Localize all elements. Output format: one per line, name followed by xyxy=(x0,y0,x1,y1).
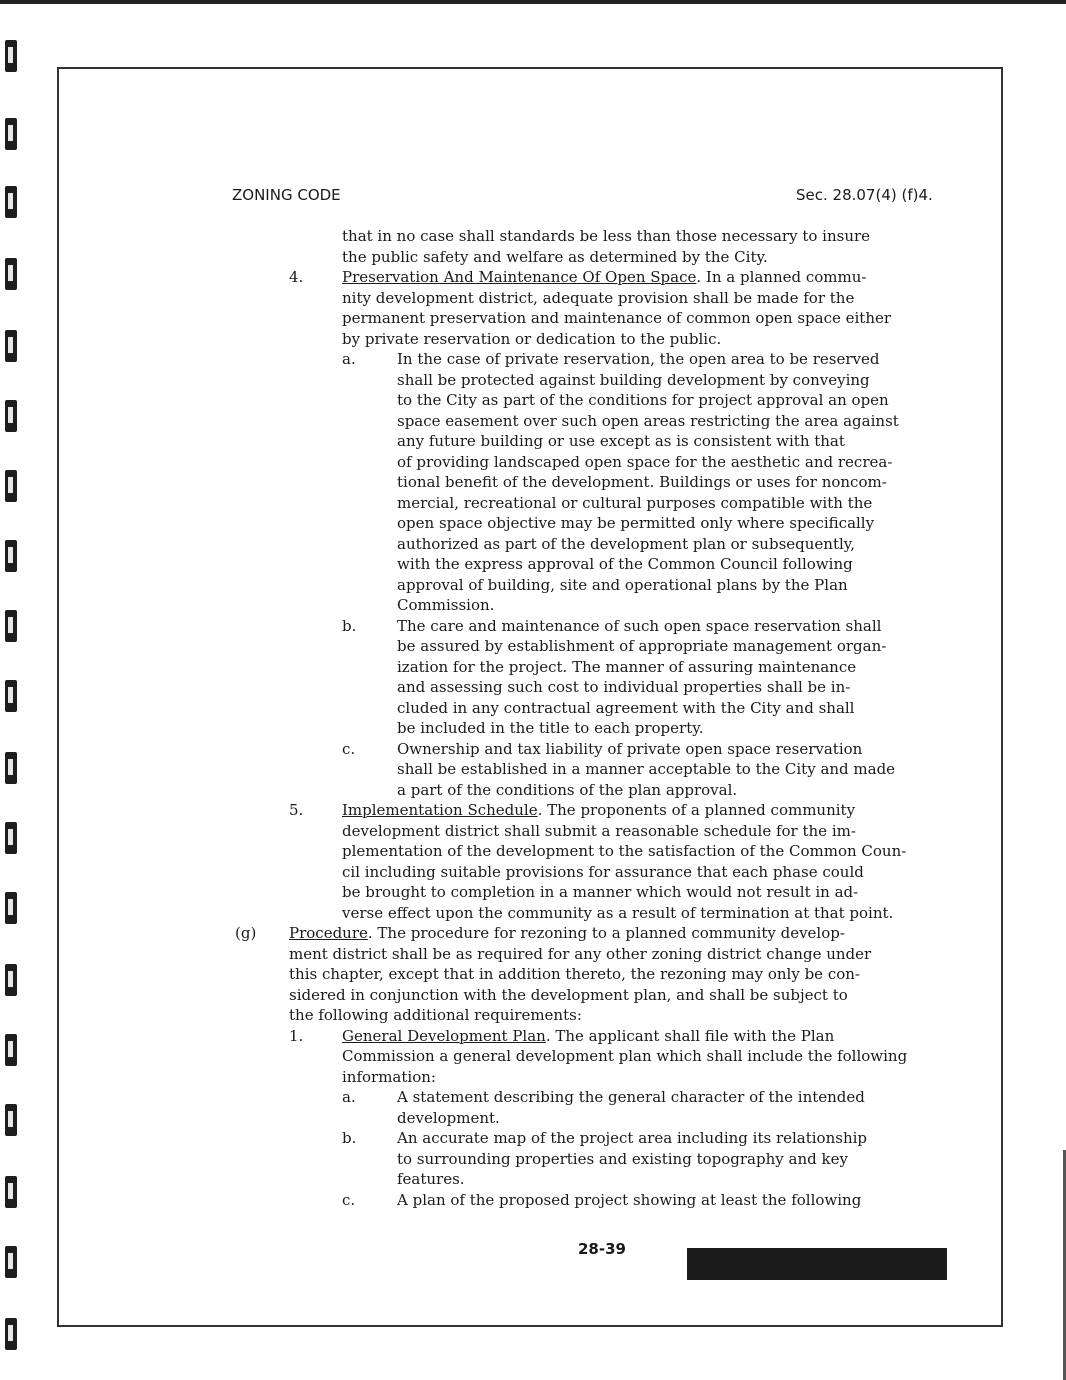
line-text xyxy=(342,800,855,821)
line-text: a part of the conditions of the plan approval. xyxy=(397,780,738,799)
text-line xyxy=(0,411,1066,432)
text-line xyxy=(0,964,1066,985)
subsection-heading: Preservation And Maintenance Of Open Space xyxy=(342,268,697,286)
text-line xyxy=(0,595,1066,616)
line-text: open space objective may be permitted only where specifically xyxy=(397,514,875,532)
line-text: the following additional requirements: xyxy=(289,1006,582,1024)
text-line xyxy=(0,944,1066,965)
text-line xyxy=(0,554,1066,575)
item-c-line xyxy=(0,739,1066,760)
line-text: be included in the title to each property. xyxy=(397,719,704,737)
item-letter: c. xyxy=(342,1190,356,1209)
text-line xyxy=(0,1149,1066,1170)
text-line xyxy=(0,718,1066,739)
line-text: cluded in any contractual agreement with the City and shall xyxy=(397,698,855,717)
text-line xyxy=(0,780,1066,801)
text-line xyxy=(0,657,1066,678)
line-text: nity development district, adequate provision shall be made for the xyxy=(342,288,855,307)
text-line xyxy=(0,575,1066,596)
text-line xyxy=(0,985,1066,1006)
line-text: information: xyxy=(342,1067,436,1086)
section-g-line xyxy=(0,923,1066,944)
line-text: approval of building, site and operational plans by the Plan xyxy=(397,575,848,594)
line-text: In the case of private reservation, the open area to be reserved xyxy=(397,350,880,368)
line-text: the public safety and welfare as determined by the City. xyxy=(342,247,768,266)
text-line xyxy=(0,390,1066,411)
text-line xyxy=(0,759,1066,780)
item-letter: c. xyxy=(342,739,356,758)
punch-hole xyxy=(5,1246,17,1278)
subsection-heading: General Development Plan xyxy=(342,1026,546,1045)
text-line xyxy=(0,903,1066,924)
section-letter: (g) xyxy=(235,924,257,942)
item-b-line xyxy=(0,1128,1066,1149)
line-text: The care and maintenance of such open space reservation shall xyxy=(397,616,882,635)
punch-hole xyxy=(5,1318,17,1350)
item-a-line xyxy=(0,1087,1066,1108)
punch-hole xyxy=(5,118,17,150)
line-text: be assured by establishment of appropriate management organ- xyxy=(397,637,887,655)
item-letter: b. xyxy=(342,616,357,635)
line-text: features. xyxy=(397,1170,465,1188)
text-line xyxy=(0,1108,1066,1129)
running-header-title: ZONING CODE xyxy=(232,186,341,204)
document-body xyxy=(0,226,1066,1210)
line-text: to surrounding properties and existing topography and key xyxy=(397,1149,848,1168)
text-line xyxy=(0,1169,1066,1190)
page-number: 28-39 xyxy=(578,1240,626,1258)
line-text: development. xyxy=(397,1108,500,1127)
line-text: ization for the project. The manner of assuring maintenance xyxy=(397,657,857,676)
item-c-line xyxy=(0,1190,1066,1211)
subsection-5-line xyxy=(0,800,1066,821)
text-line xyxy=(0,1067,1066,1088)
text-line xyxy=(0,493,1066,514)
text-line xyxy=(0,247,1066,268)
line-text: cil including suitable provisions for assurance that each phase could xyxy=(342,862,864,881)
text-line xyxy=(0,841,1066,862)
text-line xyxy=(0,226,1066,247)
line-text: A statement describing the general character of the intended xyxy=(397,1088,865,1106)
item-number: 5. xyxy=(289,801,304,819)
line-text: An accurate map of the project area including its relationship xyxy=(397,1129,868,1147)
text-line xyxy=(0,821,1066,842)
line-text: tional benefit of the development. Buildings or uses for noncom- xyxy=(397,473,887,491)
line-text xyxy=(289,923,845,944)
line-text: Commission. xyxy=(397,596,495,614)
text-line xyxy=(0,370,1066,391)
line-text: with the express approval of the Common Council following xyxy=(397,555,853,573)
line-text: permanent preservation and maintenance of common open space either xyxy=(342,309,892,327)
line-text-rest: . The proponents of a planned community xyxy=(537,801,856,819)
line-text: space easement over such open areas restricting the area against xyxy=(397,411,899,430)
item-a-line xyxy=(0,349,1066,370)
line-text: this chapter, except that in addition thereto, the rezoning may only be con- xyxy=(289,965,860,983)
text-line xyxy=(0,329,1066,350)
line-text: A plan of the proposed project showing at least the following xyxy=(397,1190,862,1209)
section-reference: Sec. 28.07(4) (f)4. xyxy=(796,186,933,204)
line-text: mercial, recreational or cultural purposes compatible with the xyxy=(397,493,873,512)
line-text: plementation of the development to the satisfaction of the Common Coun- xyxy=(342,842,907,860)
line-text: that in no case shall standards be less than those necessary to insure xyxy=(342,227,871,245)
line-text-rest: . The procedure for rezoning to a planned community develop- xyxy=(367,924,845,942)
subsection-1-line xyxy=(0,1026,1066,1047)
text-line xyxy=(0,1046,1066,1067)
line-text: development district shall submit a reasonable schedule for the im- xyxy=(342,821,856,840)
line-text: Ownership and tax liability of private open space reservation xyxy=(397,739,863,758)
line-text xyxy=(342,267,866,288)
text-line xyxy=(0,698,1066,719)
text-line xyxy=(0,308,1066,329)
item-number: 4. xyxy=(289,268,304,286)
item-number: 1. xyxy=(289,1026,304,1045)
text-line xyxy=(0,636,1066,657)
text-line xyxy=(0,534,1066,555)
text-line xyxy=(0,452,1066,473)
item-b-line xyxy=(0,616,1066,637)
line-text: any future building or use except as is consistent with that xyxy=(397,432,845,450)
line-text: shall be protected against building development by conveying xyxy=(397,370,870,389)
line-text: Commission a general development plan which shall include the following xyxy=(342,1047,908,1065)
scan-top-edge xyxy=(0,0,1066,4)
subsection-heading: Implementation Schedule xyxy=(342,801,538,819)
line-text: authorized as part of the development plan or subsequently, xyxy=(397,534,856,553)
text-line xyxy=(0,1005,1066,1026)
line-text: be brought to completion in a manner which would not result in ad- xyxy=(342,883,859,901)
punch-hole xyxy=(5,186,17,218)
punch-hole xyxy=(5,40,17,72)
line-text: of providing landscaped open space for the aesthetic and recrea- xyxy=(397,452,893,471)
line-text: and assessing such cost to individual properties shall be in- xyxy=(397,678,851,696)
text-line xyxy=(0,862,1066,883)
text-line xyxy=(0,472,1066,493)
text-line xyxy=(0,288,1066,309)
line-text: by private reservation or dedication to the public. xyxy=(342,329,722,348)
line-text: sidered in conjunction with the development plan, and shall be subject to xyxy=(289,985,848,1004)
redaction-bar xyxy=(687,1248,947,1280)
subsection-4-line xyxy=(0,267,1066,288)
item-letter: a. xyxy=(342,350,356,368)
line-text: to the City as part of the conditions for project approval an open xyxy=(397,391,889,409)
line-text: shall be established in a manner acceptable to the City and made xyxy=(397,760,896,778)
line-text: verse effect upon the community as a result of termination at that point. xyxy=(342,903,894,922)
text-line xyxy=(0,677,1066,698)
text-line xyxy=(0,882,1066,903)
text-line xyxy=(0,513,1066,534)
section-heading: Procedure xyxy=(289,924,368,942)
line-text-rest: . The applicant shall file with the Plan xyxy=(545,1026,835,1045)
item-letter: b. xyxy=(342,1129,357,1147)
line-text-rest: . In a planned commu- xyxy=(696,268,867,286)
text-line xyxy=(0,431,1066,452)
item-letter: a. xyxy=(342,1088,356,1106)
line-text xyxy=(342,1026,834,1047)
line-text: ment district shall be as required for any other zoning district change under xyxy=(289,944,872,963)
